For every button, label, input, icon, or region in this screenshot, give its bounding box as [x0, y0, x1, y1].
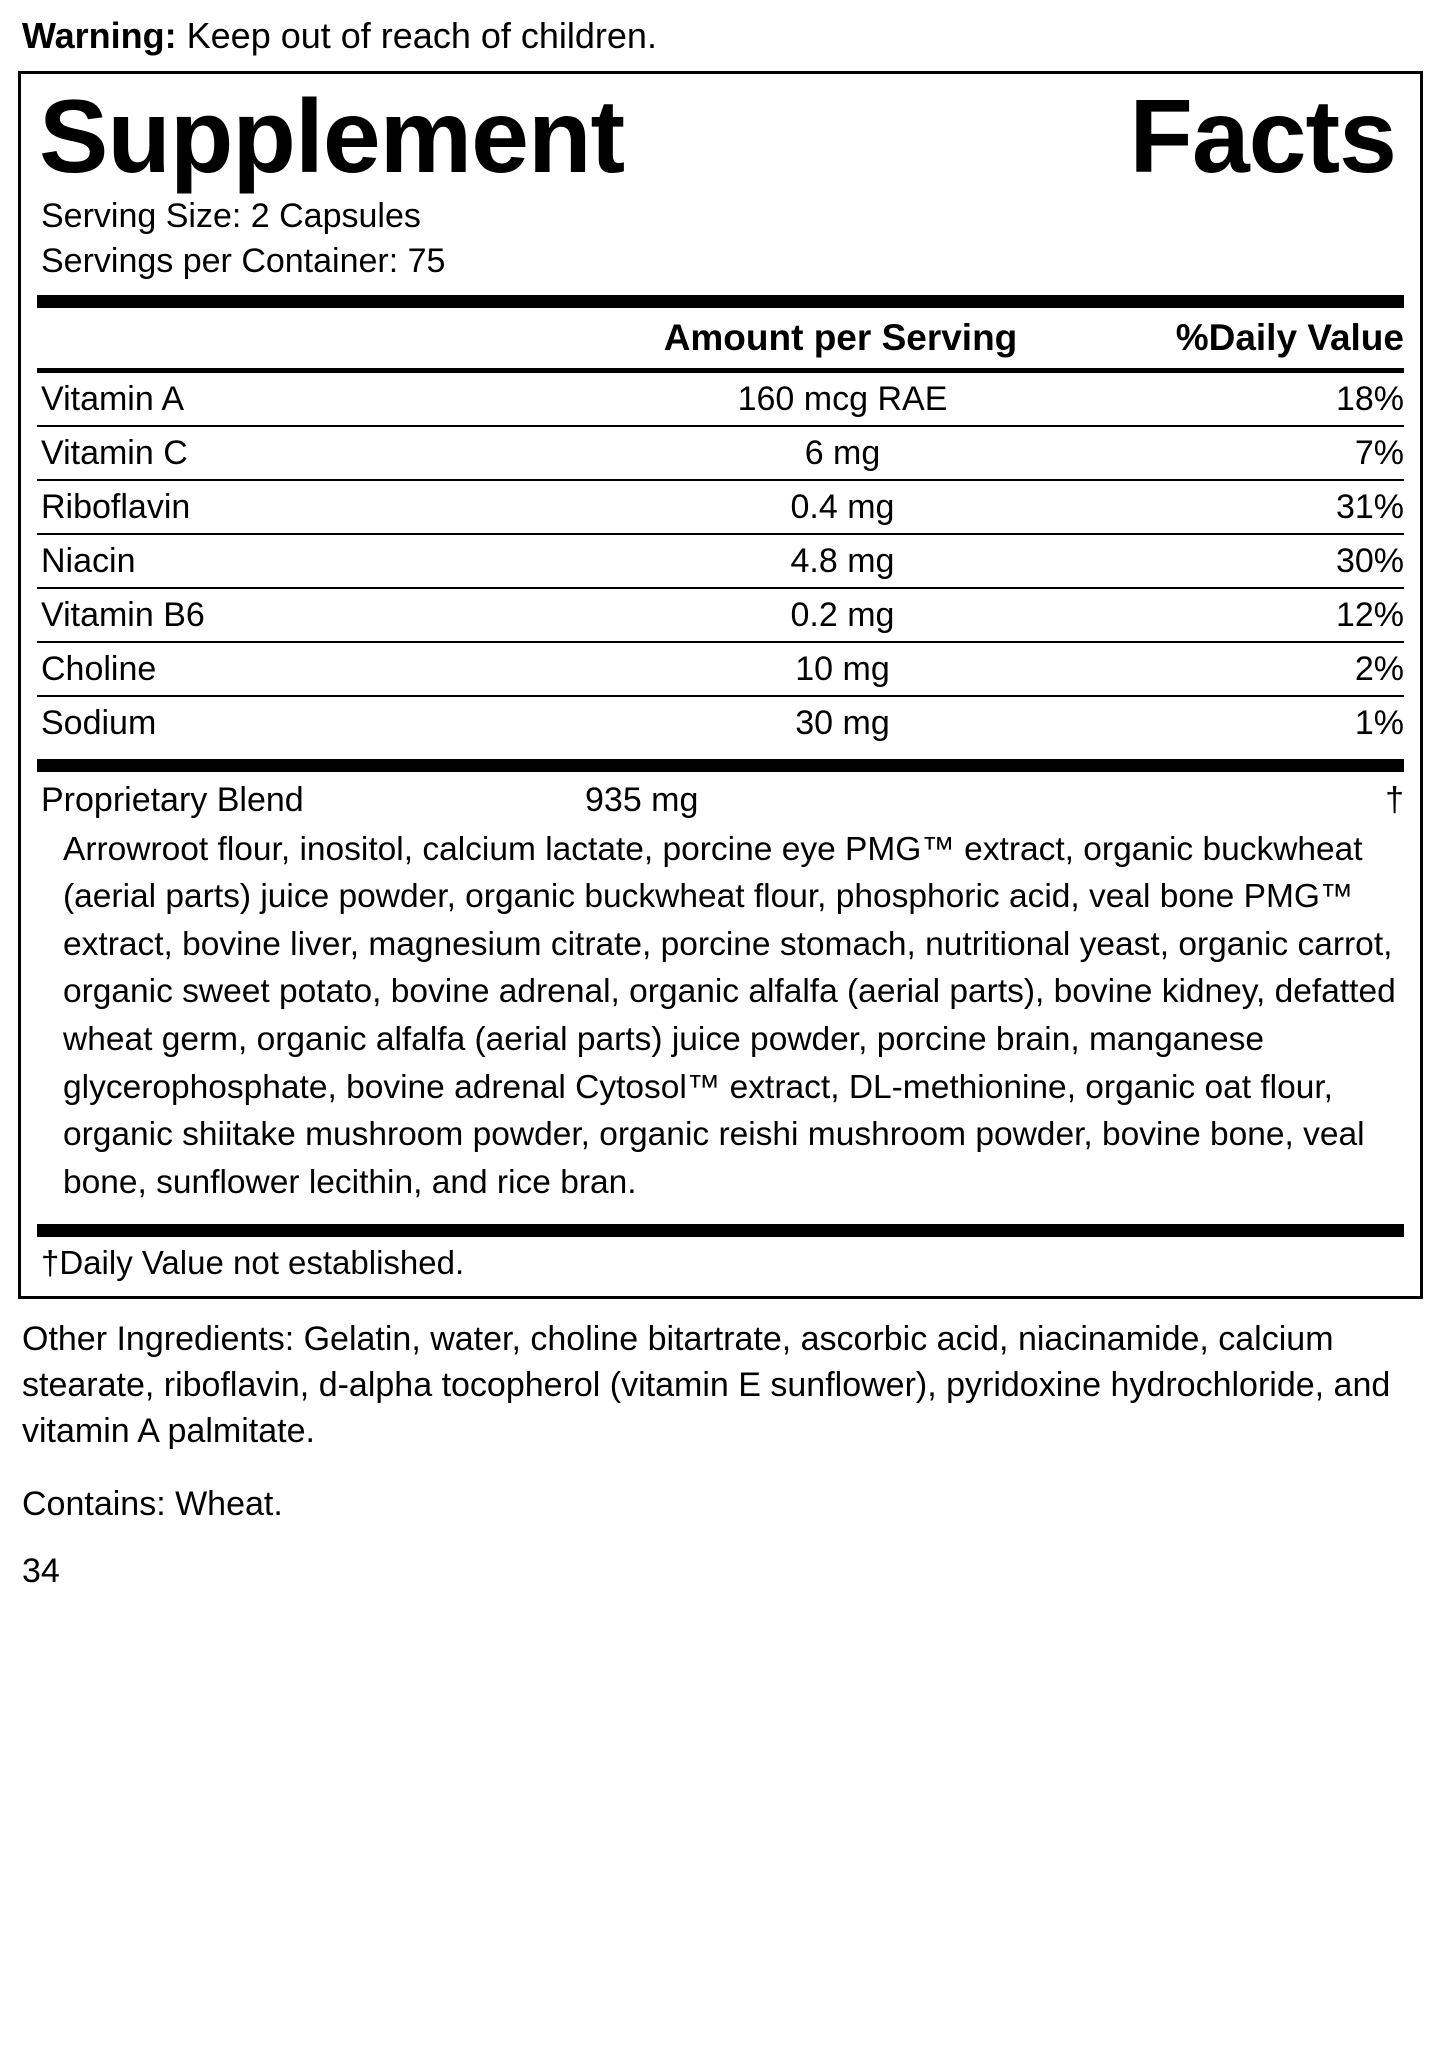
nutrient-name: Niacin [41, 541, 136, 580]
nutrient-dv: 12% [1335, 595, 1404, 634]
nutrient-dv: 7% [1354, 433, 1404, 472]
panel-title-facts: Facts [1129, 79, 1396, 196]
nutrient-amount: 4.8 mg [790, 541, 895, 580]
header-daily-value: %Daily Value [1175, 316, 1404, 358]
nutrient-dv: 31% [1335, 487, 1404, 526]
nutrient-name: Riboflavin [41, 487, 191, 526]
table-row [37, 697, 1404, 749]
warning-text: Keep out of reach of children. [176, 15, 657, 56]
table-row [37, 643, 1404, 695]
nutrient-amount: 10 mg [795, 649, 890, 688]
nutrient-name: Choline [41, 649, 157, 688]
table-header-row [37, 308, 1404, 368]
nutrient-name: Vitamin C [41, 433, 188, 472]
table-row [37, 535, 1404, 587]
blend-name: Proprietary Blend [41, 780, 304, 819]
nutrient-name: Vitamin B6 [41, 595, 205, 634]
nutrient-dv: 1% [1354, 703, 1404, 742]
table-row [37, 427, 1404, 479]
proprietary-blend-row [37, 772, 1404, 824]
nutrient-amount: 30 mg [795, 703, 890, 742]
nutrient-amount: 0.2 mg [790, 595, 895, 634]
serving-size: Serving Size: 2 Capsules [41, 197, 421, 236]
contains-statement: Contains: Wheat. [22, 1484, 283, 1523]
page-number: 34 [22, 1551, 60, 1590]
nutrient-dv: 2% [1354, 649, 1404, 688]
table-row [37, 373, 1404, 425]
blend-amount: 935 mg [585, 780, 699, 819]
blend-ingredients: Arrowroot flour, inositol, calcium lactate, porcine eye PMG™ extract, organic buckwheat (aerial parts) juice powder, organic buckwheat flour, phosphoric acid, veal bone PMG™ extract, bovine liver, magnesium citrate, porcine stomach, nutritional yeast, organic carrot, organic sweet potato, bovine adrenal, organic alfalfa (aerial parts), bovine kidney, defatted wheat germ, organic alfalfa (aerial parts) juice powder, porcine brain, manganese glycerophosphate, bovine adrenal Cytosol™ extract, DL-methionine, organic oat flour, organic shiitake mushroom powder, organic reishi mushroom powder, bovine bone, veal bone, sunflower lecithin, and rice bran. [63, 830, 1396, 1201]
table-row [37, 481, 1404, 533]
table-row [37, 589, 1404, 641]
servings-per-container: Servings per Container: 75 [41, 242, 446, 281]
divider-thick-top [37, 295, 1404, 308]
blend-dv: † [1385, 780, 1404, 819]
panel-title-supplement: Supplement [39, 79, 625, 196]
daily-value-note: †Daily Value not established. [41, 1244, 465, 1282]
header-amount-per-serving: Amount per Serving [663, 316, 1018, 358]
nutrient-name: Vitamin A [41, 379, 185, 418]
divider-thick-blend-top [37, 759, 1404, 772]
supplement-facts-box [18, 71, 1423, 1299]
warning-line [18, 0, 1423, 57]
nutrient-name: Sodium [41, 703, 157, 742]
nutrient-amount: 0.4 mg [790, 487, 895, 526]
nutrient-amount: 160 mcg RAE [737, 379, 948, 418]
nutrient-amount: 6 mg [804, 433, 881, 472]
warning-label: Warning: [22, 15, 177, 56]
divider-thick-blend-bottom [37, 1224, 1404, 1237]
nutrient-dv: 18% [1335, 379, 1404, 418]
nutrient-dv: 30% [1335, 541, 1404, 580]
other-ingredients: Other Ingredients: Gelatin, water, choline bitartrate, ascorbic acid, niacinamide, calcium stearate, riboflavin, d-alpha tocopherol (vitamin E sunflower), pyridoxine hydrochloride, and vitamin A palmitate. [22, 1320, 1391, 1450]
panel-title [39, 79, 1404, 196]
